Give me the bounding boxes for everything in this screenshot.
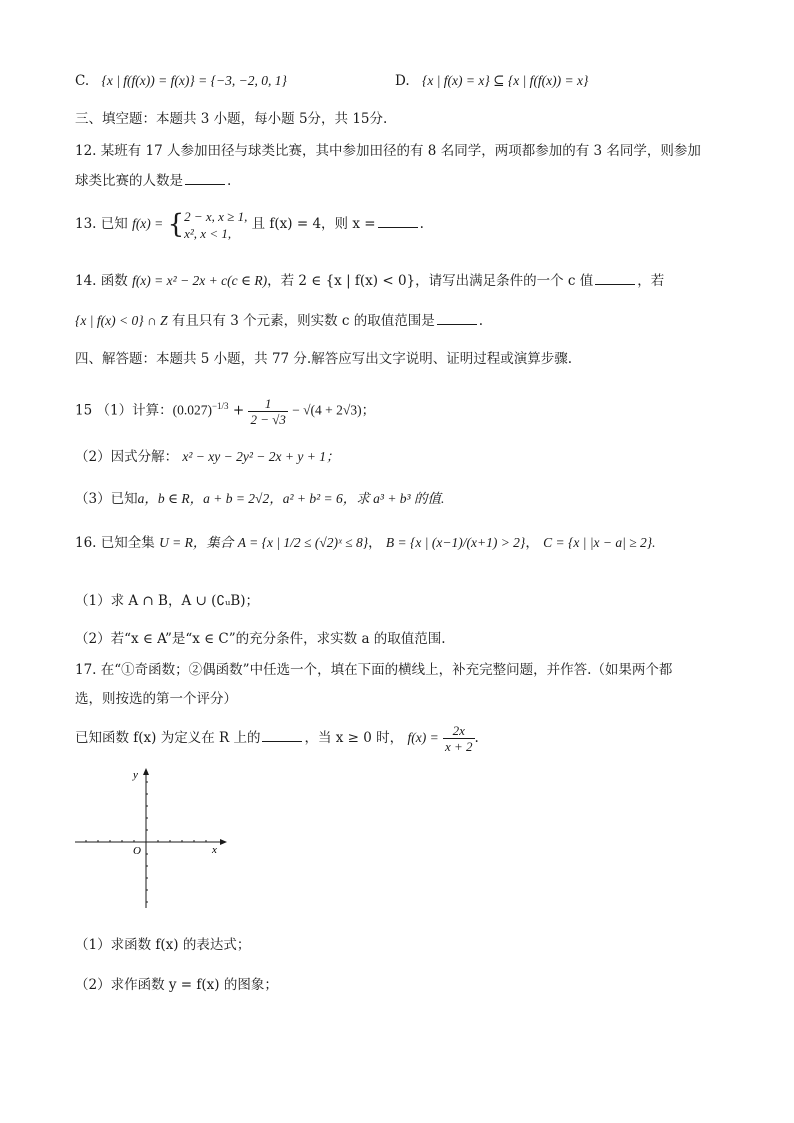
q15-part1-frac-den: 2 − √3 xyxy=(250,411,286,427)
q17-line2: 选，则按选的第一个评分） xyxy=(75,691,237,707)
q15-number: 15 xyxy=(75,402,93,419)
q13-condition: 且 f(x) = 4，则 x = xyxy=(251,216,376,232)
q14-condition: ，若 2 ∈ {x | f(x) < 0}，请写出满足条件的一个 c 值 xyxy=(267,273,594,289)
q12-line2-text: 球类比赛的人数是 xyxy=(75,173,183,189)
q11-option-c-text: {x | f(f(x)) = f(x)} = {−3, −2, 0, 1} xyxy=(101,73,287,88)
q11-option-d xyxy=(395,72,588,90)
q15-part2 xyxy=(75,448,340,466)
q13-prefix: 13. 已知 xyxy=(75,216,128,232)
q11-option-c-label: C. xyxy=(75,73,90,89)
q16-prefix: 16. 已知全集 xyxy=(75,535,155,551)
q13: 13. 已知 f(x) = { 2 − x, x ≥ 1, x², x < 1, 且 f(x) = 4，则 x = . xyxy=(75,208,424,241)
q11-option-c xyxy=(75,72,287,90)
y-axis-label: y xyxy=(133,769,138,781)
q16-set-c: C = {x | |x − a| ≥ 2}. xyxy=(543,535,656,550)
section3-heading: 三、填空题：本题共 3 小题，每小题 5分，共 15分. xyxy=(75,111,388,127)
q13-piece1: 2 − x, x ≥ 1, xyxy=(184,208,248,224)
q13-fx: f(x) = xyxy=(132,216,164,231)
q14-line1 xyxy=(75,272,664,290)
q17-given-a: 已知函数 f(x) 为定义在 R 上的 xyxy=(75,730,261,746)
section4-heading: 四、解答题：本题共 5 小题，共 77 分.解答应写出文字说明、证明过程或演算步骤. xyxy=(75,351,573,367)
y-axis-arrow-icon xyxy=(143,768,149,775)
q15-part3-expr: a，b ∈ R，a + b = 2√2，a² + b² = 6，求 a³ + b³ 的值. xyxy=(137,491,445,506)
q14-answer-blank-1 xyxy=(595,272,635,285)
q17-fraction xyxy=(443,723,475,754)
q16-universe: U = R，集合 xyxy=(159,535,234,550)
q16-stem: 16. 已知全集 U = R，集合 A = {x | 1/2 ≤ (√2)ˣ ≤ 8}， B = {x | (x−1)/(x+1) > 2}， C = {x | |x − a| ≥ 2}. xyxy=(75,535,656,551)
q13-pieces xyxy=(184,208,247,242)
origin-label: O xyxy=(133,845,141,857)
q15-part1-fraction xyxy=(248,396,287,427)
q17-given-b: ，当 x ≥ 0 时， xyxy=(304,730,404,746)
q16-part2: （2）若“x ∈ A”是“x ∈ C”的充分条件，求实数 a 的取值范围. xyxy=(75,631,446,647)
q12-line1: 12. 某班有 17 人参加田径与球类比赛，其中参加田径的有 8 名同学，两项都参加的有 3 名同学，则参加 xyxy=(75,143,701,159)
q17-given-f: f(x) = xyxy=(407,730,439,745)
q17-frac-num: 2x xyxy=(443,723,475,739)
q15-part1-tail: − √(4 + 2√3)； xyxy=(292,402,376,418)
x-axis-arrow-icon xyxy=(220,839,227,845)
q17-given: 已知函数 f(x) 为定义在 R 上的 ，当 x ≥ 0 时， f(x) = $\frac{2x}{x + 2}$ . xyxy=(75,723,479,754)
q14-line2-text: 有且只有 3 个元素，则实数 c 的取值范围是 xyxy=(171,313,435,329)
q17-line1: 17. 在“①奇函数；②偶函数”中任选一个，填在下面的横线上，补充完整问题，并作答.（如果两个都 xyxy=(75,662,673,678)
q12-answer-blank xyxy=(185,172,225,185)
q15-part3-label: （3）已知 xyxy=(75,491,138,507)
q15-part1-exponent: −1/3 xyxy=(211,401,229,411)
q14-set: {x | f(x) < 0} ∩ Z xyxy=(75,313,168,328)
q14-tail: ，若 xyxy=(637,273,665,289)
q16-set-b: B = {x | (x−1)/(x+1) > 2} xyxy=(385,535,526,550)
q17-coordinate-axes xyxy=(70,765,230,915)
q12-line2: 球类比赛的人数是 . xyxy=(75,173,232,189)
q15-part1-frac-num: 1 xyxy=(248,396,287,412)
q14-prefix: 14. 函数 xyxy=(75,273,128,289)
q14-line2: {x | f(x) < 0} ∩ Z 有且只有 3 个元素，则实数 c 的取值范围是 . xyxy=(75,313,484,329)
q14-answer-blank-2 xyxy=(437,312,477,325)
q11-option-d-label: D. xyxy=(395,73,410,89)
q13-piece2: x², x < 1, xyxy=(184,225,232,241)
q13-brace: { xyxy=(167,209,185,240)
q15-part1: 15 （1）计算：$(0.027)^{-1/3}$ + $\frac{1}{2 - √3}$ − √(4 + 2√3)； xyxy=(75,395,376,427)
q14-function: f(x) = x² − 2x + c(c ∈ R) xyxy=(132,273,268,288)
q15-part2-label: （2）因式分解： xyxy=(75,449,179,465)
q16-set-a: A = {x | 1/2 ≤ (√2)ˣ ≤ 8} xyxy=(237,535,369,550)
q17-frac-den: x + 2 xyxy=(444,739,473,754)
q11-option-d-text: {x | f(x) = x} ⊆ {x | f(f(x)) = x} xyxy=(421,73,589,88)
q17-part2: （2）求作函数 y = f(x) 的图象； xyxy=(75,977,278,993)
q15-part2-expr: x² − xy − 2y² − 2x + y + 1； xyxy=(182,449,340,464)
q17-part1: （1）求函数 f(x) 的表达式； xyxy=(75,937,251,953)
q16-part1: （1）求 A ∩ B，A ∪ (∁ᵤB)； xyxy=(75,593,260,609)
q15-part1-base: (0.027) xyxy=(172,402,212,418)
x-axis-label: x xyxy=(212,844,217,856)
q17-answer-blank xyxy=(262,729,302,742)
q15-part1-label: （1）计算： xyxy=(96,402,173,419)
q15-part3 xyxy=(75,490,444,508)
q13-answer-blank xyxy=(378,215,418,228)
